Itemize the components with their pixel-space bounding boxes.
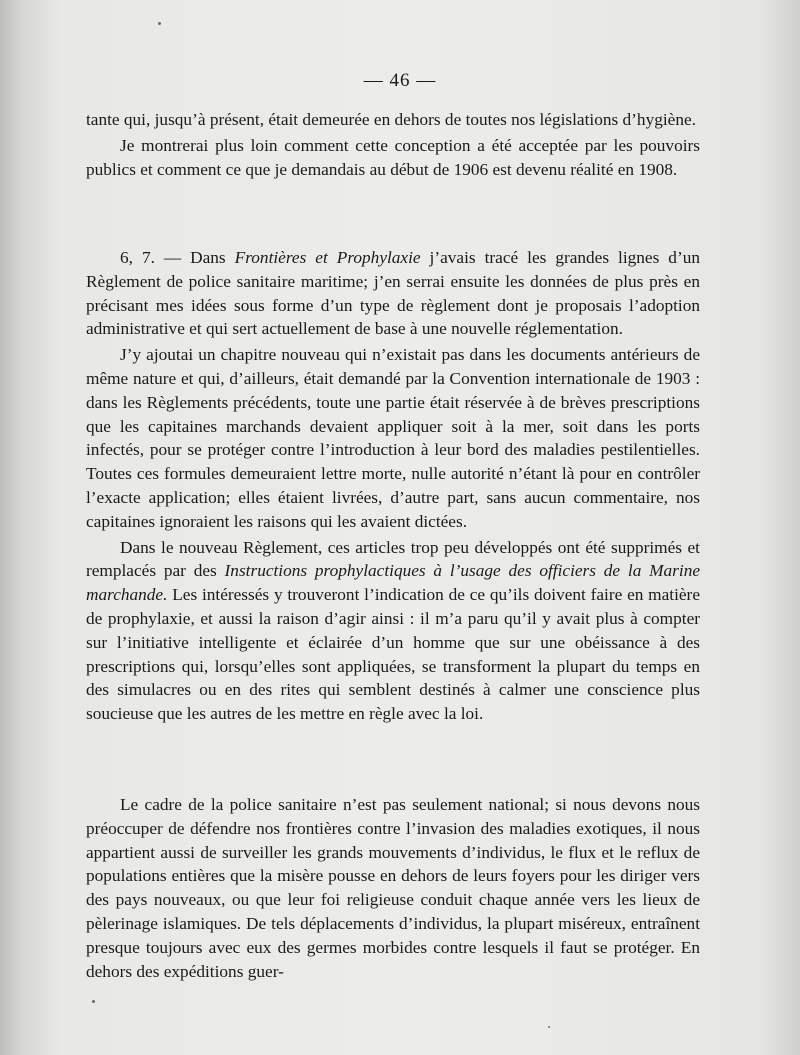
section-lead: 6, 7. — Dans	[120, 248, 235, 267]
scan-speck	[92, 1000, 95, 1003]
text-block-middle	[86, 246, 700, 726]
text-block-top	[86, 108, 700, 181]
book-title: Frontières et Prophylaxie	[234, 248, 421, 267]
paragraph	[86, 536, 700, 726]
scan-speck	[548, 1026, 550, 1028]
scan-speck	[158, 22, 161, 25]
paragraph: J’y ajoutai un chapitre nouveau qui n’existait pas dans les documents antérieurs de même nature et qui, d’ailleurs, était demandé par la Convention internationale de 1903 : dans les Règlements précédents, toute une partie était réservée à de brèves prescriptions que les capitaines marchands devaient appliquer soit à la mer, soit dans les ports infectés, pour se protéger contre l’introduction à leur bord des maladies pestilentielles. Toutes ces formules demeuraient lettre morte, nulle autorité n’étant là pour en contrôler l’exacte application; elles étaient livrées, d’autre part, sans aucun commentaire, nos capitaines ignoraient les raisons qui les avaient dictées.	[86, 345, 700, 531]
paragraph: Je montrerai plus loin comment cette conception a été acceptée par les pouvoirs publics et comment ce que je demandais au début de 1906 est devenu réalité en 1908.	[86, 135, 700, 179]
paragraph-text: j’avais tracé les grandes lignes d’un Règlement de police sanitaire maritime; j’en serrai ensuite les données de plus près en précisant mes idées sous forme d’un type de règlement dont je proposais l’adoption administrative et qui sert actuellement de base à une nouvelle réglementation.	[86, 248, 700, 339]
instructions-title: Instructions prophylactiques à l’usage des officiers de la Marine marchande.	[86, 561, 701, 605]
paragraph-text: Les intéressés y trouveront l’indication de ce qu’ils doivent faire en matière de prophylaxie, et aussi la raison d’agir ainsi : il m’a paru qu’il y avait plus à compter sur l’initiative intelligente et éclairée d’un homme que sur une obéissance à des prescriptions qui, lorsqu’elles sont appliquées, se transforment la plupart du temps en des simulacres ou en des rites qui semblent destinés à calmer une conscience plus soucieuse que les autres de les mettre en règle avec la loi.	[86, 585, 700, 724]
paragraph-lead: Dans le nouveau Règlement, ces articles trop peu développés ont été supprimés et remplacés par des	[86, 537, 700, 581]
paragraph-section-6-7	[86, 246, 700, 341]
paragraph-continuation: tante qui, jusqu’à présent, était demeurée en dehors de toutes nos législations d’hygiène.	[86, 110, 696, 129]
page-number: — 46 —	[363, 70, 437, 91]
text-block-bottom	[86, 793, 700, 983]
paragraph: Le cadre de la police sanitaire n’est pas seulement national; si nous devons nous préoccuper de défendre nos frontières contre l’invasion des maladies exotiques, il nous appartient aussi de surveiller les grands mouvements d’individus, le flux et le reflux de populations entières que la misère pousse en dehors de leurs foyers pour les diriger vers des pays nouveaux, ou que leur foi religieuse conduit chaque année vers les lieux de pèlerinage islamiques. De tels déplacements d’individus, la plupart miséreux, entraînent presque toujours avec eux des germes morbides contre lesquels il faut se protéger. En dehors des expéditions guer-	[86, 795, 700, 981]
